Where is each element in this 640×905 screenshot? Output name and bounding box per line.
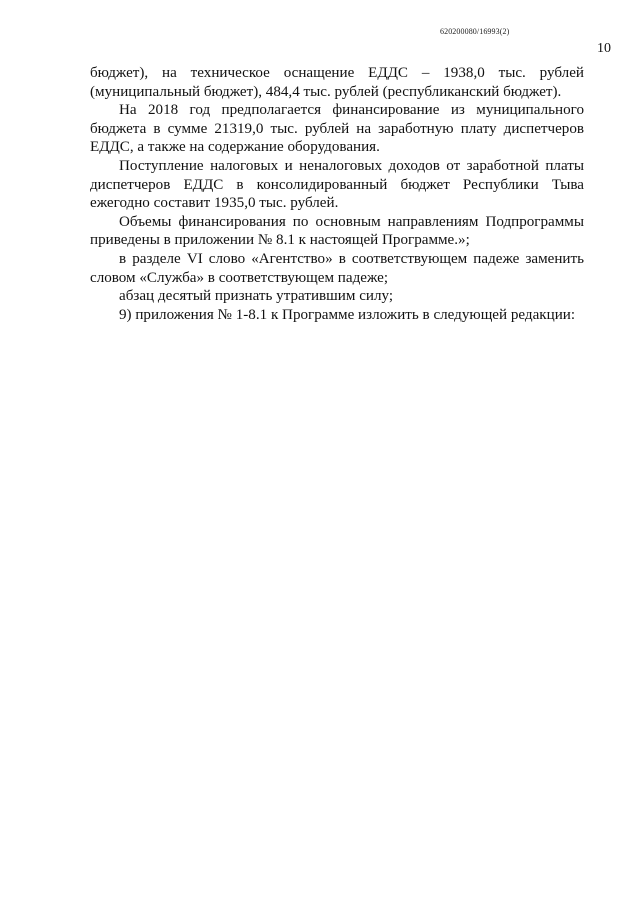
- paragraph-2018-financing: На 2018 год предполагается финансирование из муниципального бюджета в сумме 21319,0 тыс. рублей на заработную плату диспетчеров ЕДДС, а также на содержание оборудования.: [90, 102, 584, 156]
- document-body: [90, 64, 584, 324]
- paragraph-appendices-amendment: 9) приложения № 1-8.1 к Программе изложить в следующей редакции:: [119, 306, 576, 323]
- paragraph-financing-volumes: Объемы финансирования по основным направлениям Подпрограммы приведены в приложении № 8.1 к настоящей Программе.»;: [90, 213, 584, 249]
- document-code: 620200080/16993(2): [440, 27, 510, 36]
- paragraph-tenth-abzac: абзац десятый признать утратившим силу;: [119, 288, 394, 305]
- page-number: 10: [597, 41, 611, 56]
- paragraph-section-vi-amendment: в разделе VI слово «Агентство» в соответствующем падеже заменить словом «Служба» в соответствующем падеже;: [90, 250, 584, 286]
- paragraph-tax-revenue: Поступление налоговых и неналоговых доходов от заработной платы диспетчеров ЕДДС в консолидированный бюджет Республики Тыва ежегодно составит 1935,0 тыс. рублей.: [90, 157, 584, 212]
- paragraph-budget-continuation: бюджет), на техническое оснащение ЕДДС – 1938,0 тыс. рублей (муниципальный бюджет), 484,4 тыс. рублей (республиканский бюджет).: [90, 65, 584, 100]
